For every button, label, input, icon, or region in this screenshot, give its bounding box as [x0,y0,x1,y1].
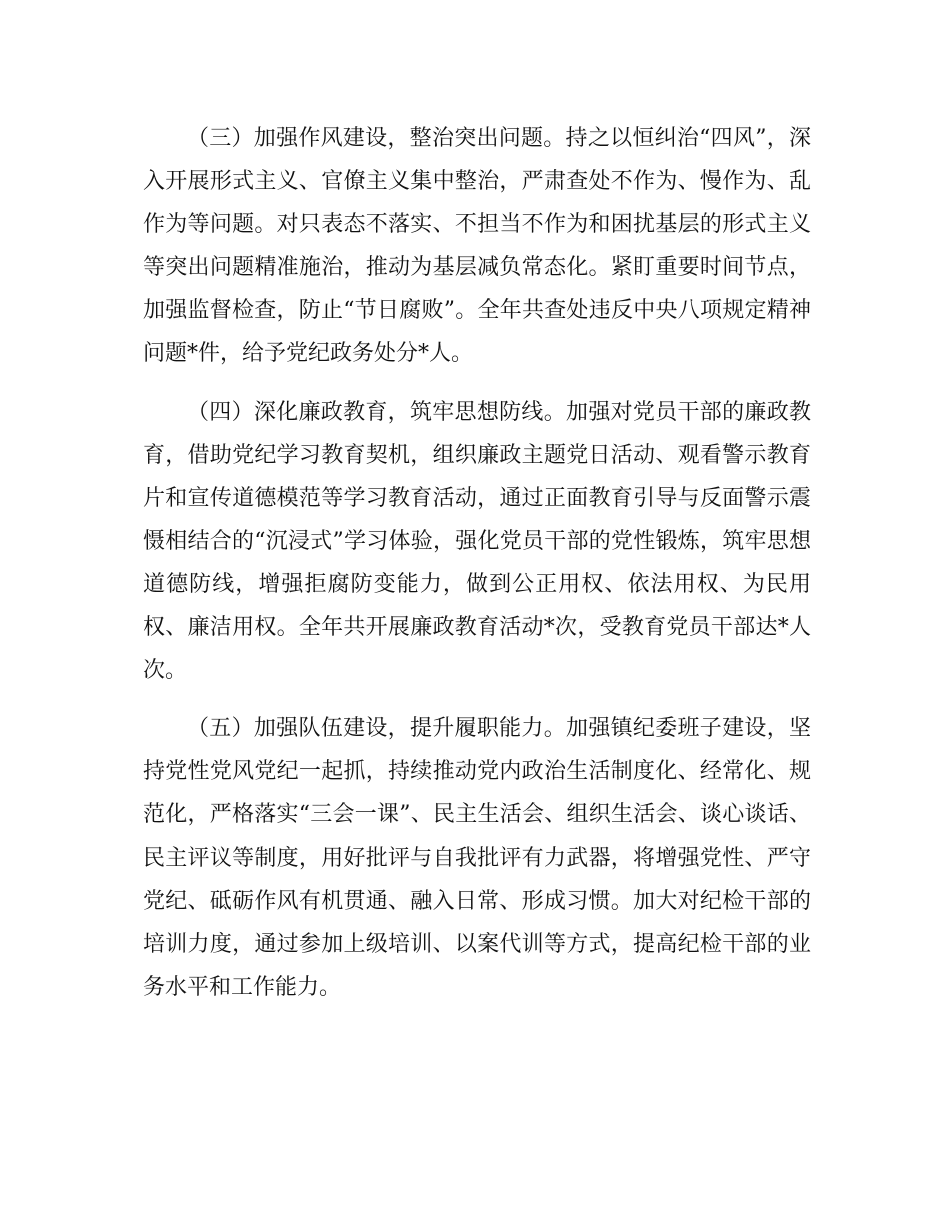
paragraph-team-building: （五）加强队伍建设，提升履职能力。加强镇纪委班子建设，坚持党性党风党纪一起抓，持续推动党内政治生活制度化、经常化、规范化，严格落实“三会一课”、民主生活会、组织生活会、谈心谈话、民主评议等制度，用好批评与自我批评有力武器，将增强党性、严守党纪、砥砺作风有机贯通、融入日常、形成习惯。加大对纪检干部的培训力度，通过参加上级培训、以案代训等方式，提高纪检干部的业务水平和工作能力。 [143,716,811,1000]
paragraph-integrity-education: （四）深化廉政教育，筑牢思想防线。加强对党员干部的廉政教育，借助党纪学习教育契机，组织廉政主题党日活动、观看警示教育片和宣传道德模范等学习教育活动，通过正面教育引导与反面警示震慑相结合的“沉浸式”学习体验，强化党员干部的党性锻炼，筑牢思想道德防线，增强拒腐防变能力，做到公正用权、依法用权、为民用权、廉洁用权。全年共开展廉政教育活动*次，受教育党员干部达*人次。 [143,399,811,684]
document-body [143,117,811,1024]
paragraph-work-style: （三）加强作风建设，整治突出问题。持之以恒纠治“四风”，深入开展形式主义、官僚主义集中整治，严肃查处不作为、慢作为、乱作为等问题。对只表态不落实、不担当不作为和困扰基层的形式主义等突出问题精准施治，推动为基层减负常态化。紧盯重要时间节点，加强监督检查，防止“节日腐败”。全年共查处违反中央八项规定精神问题*件，给予党纪政务处分*人。 [143,126,811,367]
